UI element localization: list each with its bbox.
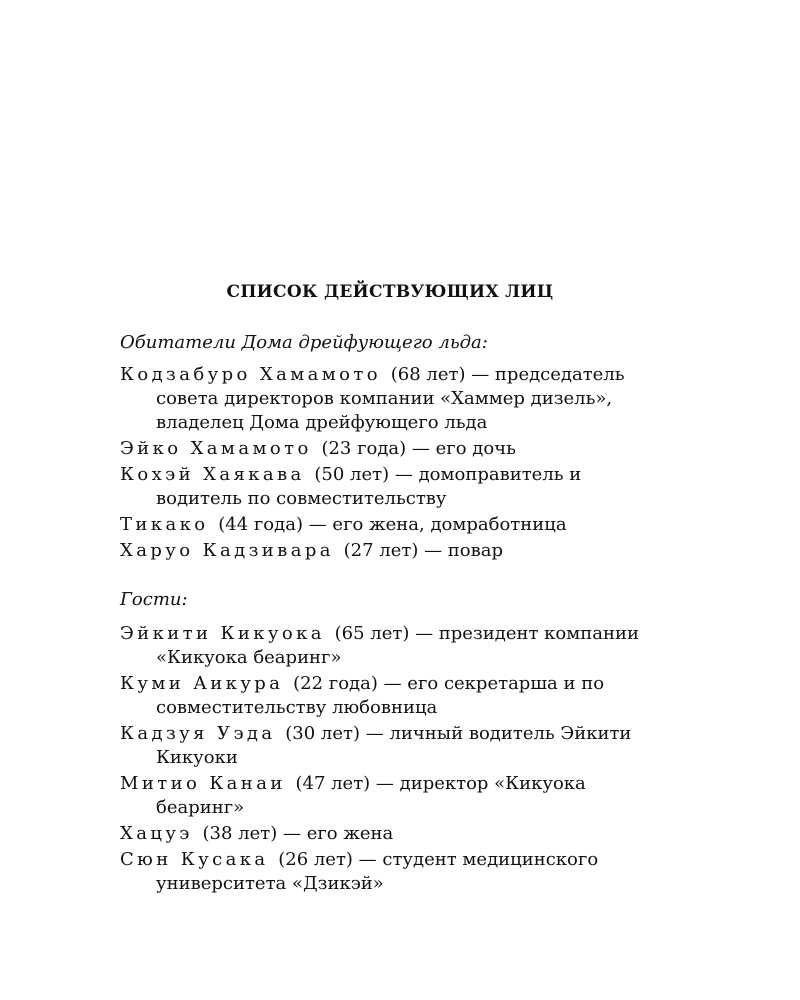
cast-list-page [120, 282, 640, 898]
character-entry [120, 539, 640, 563]
character-description: (38 лет) — его жена [202, 823, 394, 844]
section-heading-residents: Обитатели Дома дрейфующего льда: [120, 332, 488, 353]
section-heading-guests: Гости: [120, 589, 188, 610]
character-description: (68 лет) — председатель совета директоров компании «Хаммер дизель», владелец Дома дрейфующего льда [156, 364, 625, 433]
character-name: Куми Аикура [120, 673, 284, 694]
character-name: Сюн Кусака [120, 849, 269, 870]
character-name: Кодзабуро Хамамото [120, 364, 382, 385]
page-title: СПИСОК ДЕЙСТВУЮЩИХ ЛИЦ [226, 282, 554, 302]
character-name: Эйко Хамамото [120, 438, 312, 459]
character-entry [120, 822, 640, 846]
character-entry [120, 848, 640, 896]
character-entry [120, 513, 640, 537]
character-entry [120, 772, 640, 820]
character-description: (26 лет) — студент медицинского университета «Дзикэй» [156, 849, 599, 894]
character-name: Тикако [120, 514, 209, 535]
character-description: (22 года) — его секретарша и по совместительству любовница [156, 673, 605, 718]
character-description: (27 лет) — повар [343, 540, 504, 561]
character-name: Эйкити Кикуока [120, 623, 325, 644]
character-entry [120, 722, 640, 770]
character-name: Кадзуя Уэда [120, 723, 276, 744]
character-name: Хацуэ [120, 823, 193, 844]
character-description: (30 лет) — личный водитель Эйкити Кикуоки [156, 723, 632, 768]
character-entry [120, 363, 640, 435]
character-entry [120, 622, 640, 670]
character-entry [120, 672, 640, 720]
character-name: Митио Канаи [120, 773, 286, 794]
character-description: (65 лет) — президент компании «Кикуока беаринг» [156, 623, 639, 668]
character-entry [120, 463, 640, 511]
character-description: (44 года) — его жена, домработница [218, 514, 567, 535]
character-name: Харуо Кадзивара [120, 540, 334, 561]
character-entry [120, 437, 640, 461]
character-description: (47 лет) — директор «Кикуока беаринг» [156, 773, 586, 818]
character-description: (23 года) — его дочь [321, 438, 516, 459]
character-description: (50 лет) — домоправитель и водитель по совместительству [156, 464, 582, 509]
character-name: Кохэй Хаякава [120, 464, 305, 485]
